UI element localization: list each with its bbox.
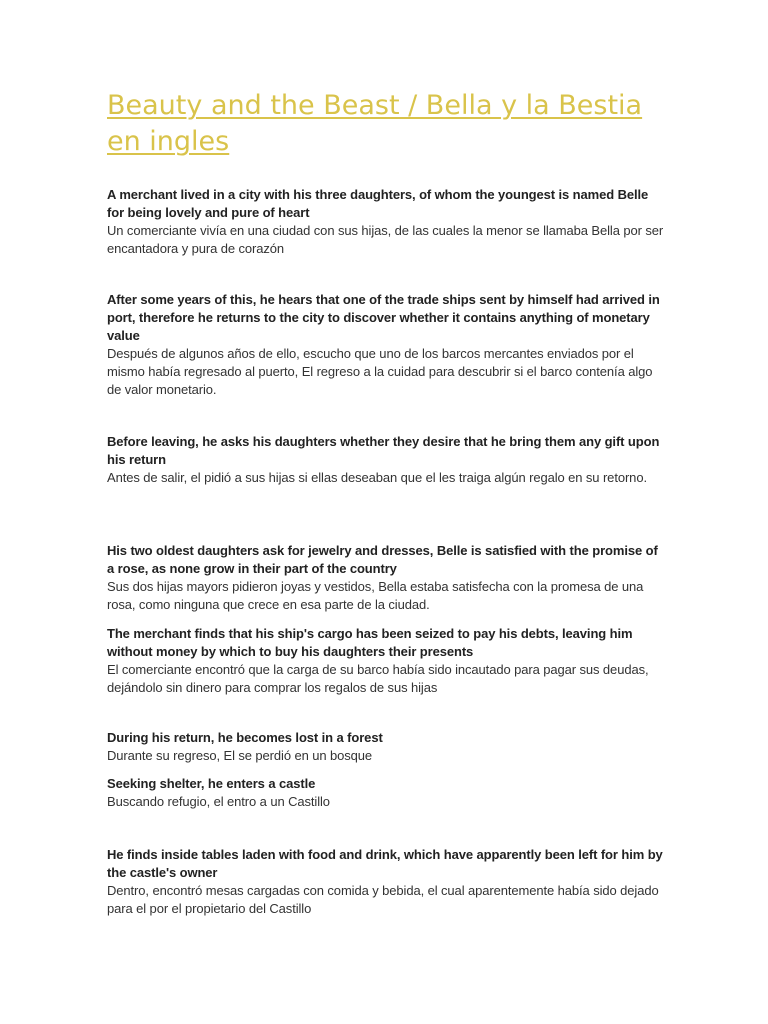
english-text: After some years of this, he hears that one of the trade ships sent by himself had arrived in port, therefore he returns to the city to discover whether it contains anything of monetary value bbox=[107, 292, 660, 343]
spanish-text: Dentro, encontró mesas cargadas con comida y bebida, el cual aparentemente había sido dejado para el por el propietario del Castillo bbox=[107, 883, 659, 916]
english-text: The merchant finds that his ship's cargo has been seized to pay his debts, leaving him without money by which to buy his daughters their presents bbox=[107, 626, 633, 659]
paragraph-1 bbox=[107, 186, 667, 258]
english-text: A merchant lived in a city with his three daughters, of whom the youngest is named Belle for being lovely and pure of heart bbox=[107, 187, 649, 220]
document-title: Beauty and the Beast / Bella y la Bestia en ingles bbox=[107, 90, 643, 157]
spanish-text: Antes de salir, el pidió a sus hijas si ellas deseaban que el les traiga algún regalo en su retorno. bbox=[107, 470, 647, 485]
paragraph-5 bbox=[107, 625, 667, 697]
paragraph-2 bbox=[107, 291, 667, 399]
paragraph-3 bbox=[107, 433, 667, 487]
spanish-text: Durante su regreso, El se perdió en un bosque bbox=[107, 748, 373, 763]
english-text: During his return, he becomes lost in a forest bbox=[107, 730, 383, 745]
english-text: Before leaving, he asks his daughters whether they desire that he bring them any gift upon his return bbox=[107, 434, 660, 467]
paragraph-7 bbox=[107, 775, 667, 811]
english-text: Seeking shelter, he enters a castle bbox=[107, 776, 316, 791]
paragraph-8 bbox=[107, 846, 667, 918]
spanish-text: Un comerciante vivía en una ciudad con sus hijas, de las cuales la menor se llamaba Bella por ser encantadora y pura de corazón bbox=[107, 223, 664, 256]
english-text: His two oldest daughters ask for jewelry and dresses, Belle is satisfied with the promise of a rose, as none grow in their part of the country bbox=[107, 543, 658, 576]
paragraph-6 bbox=[107, 729, 667, 765]
spanish-text: Sus dos hijas mayors pidieron joyas y vestidos, Bella estaba satisfecha con la promesa de una rosa, como ninguna que crece en esa parte de la ciudad. bbox=[107, 579, 644, 612]
paragraph-4 bbox=[107, 542, 667, 614]
english-text: He finds inside tables laden with food and drink, which have apparently been left for him by the castle's owner bbox=[107, 847, 663, 880]
spanish-text: Después de algunos años de ello, escucho que uno de los barcos mercantes enviados por el mismo había regresado al puerto, El regreso a la cuidad para descubrir si el barco contenía algo de valor monetario. bbox=[107, 346, 653, 397]
spanish-text: Buscando refugio, el entro a un Castillo bbox=[107, 794, 330, 809]
spanish-text: El comerciante encontró que la carga de su barco había sido incautado para pagar sus deudas, dejándolo sin dinero para comprar los regalos de sus hijas bbox=[107, 662, 649, 695]
